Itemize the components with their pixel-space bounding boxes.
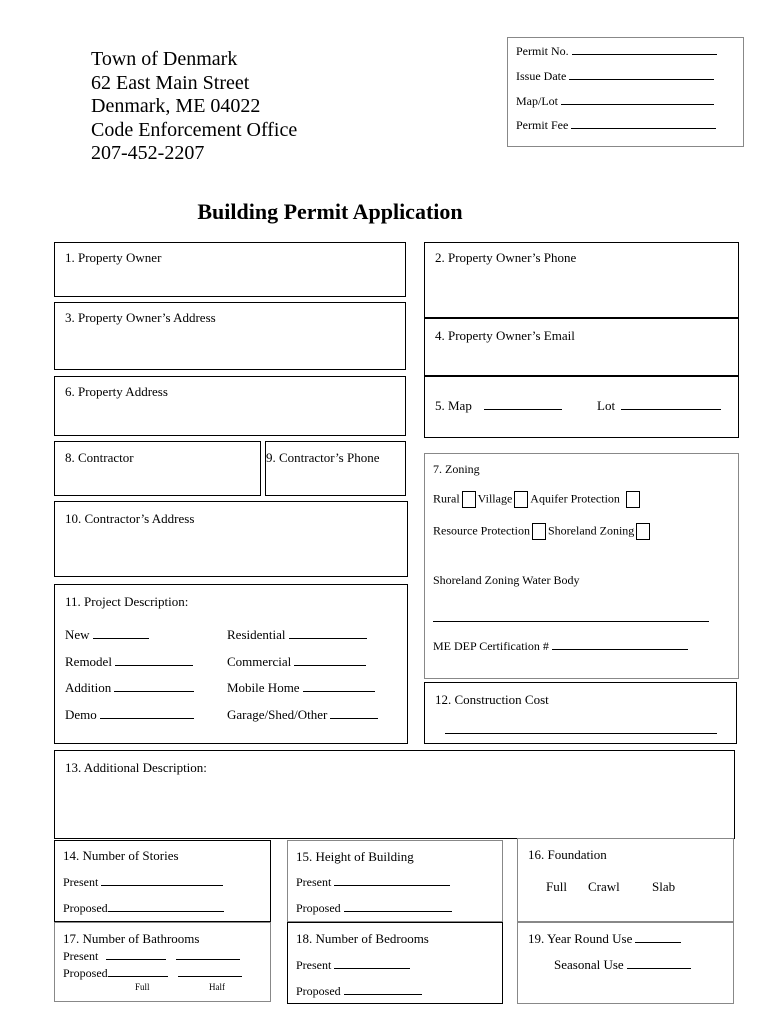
project-description-box <box>54 584 408 744</box>
bedrooms-title: 18. Number of Bedrooms <box>296 931 429 946</box>
stories-title: 14. Number of Stories <box>63 848 179 863</box>
village-checkbox[interactable] <box>514 491 528 508</box>
bedrooms-proposed-field[interactable] <box>344 993 422 995</box>
property-owner-label: 1. Property Owner <box>65 250 162 265</box>
permit-no-label: Permit No. <box>516 44 569 58</box>
remodel-label: Remodel <box>65 654 112 669</box>
property-owner-box[interactable] <box>54 242 406 297</box>
height-proposed-label: Proposed <box>296 901 341 915</box>
shoreland-label: Shoreland Zoning <box>547 523 635 538</box>
water-body-field[interactable] <box>433 621 709 622</box>
town-street: 62 East Main Street <box>91 71 250 94</box>
foundation-title: 16. Foundation <box>528 847 607 862</box>
foundation-crawl-option[interactable]: Crawl <box>588 879 620 894</box>
permit-fee-field[interactable] <box>571 127 716 129</box>
rural-checkbox[interactable] <box>462 491 476 508</box>
remodel-field[interactable] <box>115 664 193 666</box>
village-label: Village <box>477 491 513 506</box>
seasonal-field[interactable] <box>627 967 691 969</box>
height-present-field[interactable] <box>334 884 450 886</box>
stories-proposed-field[interactable] <box>108 910 224 912</box>
owner-email-box[interactable] <box>424 318 739 376</box>
garage-label: Garage/Shed/Other <box>227 707 328 722</box>
contractor-address-box[interactable] <box>54 501 408 577</box>
year-round-field[interactable] <box>635 941 681 943</box>
demo-label: Demo <box>65 707 97 722</box>
town-address-block <box>91 48 297 166</box>
bathrooms-present-full-field[interactable] <box>106 958 166 960</box>
seasonal-label: Seasonal Use <box>554 957 624 972</box>
bathrooms-proposed-label: Proposed <box>63 966 108 980</box>
shoreland-checkbox[interactable] <box>636 523 650 540</box>
bathrooms-title: 17. Number of Bathrooms <box>63 931 200 946</box>
bedrooms-proposed-label: Proposed <box>296 984 341 998</box>
garage-field[interactable] <box>330 717 378 719</box>
town-city: Denmark, ME 04022 <box>91 95 261 117</box>
issue-date-field[interactable] <box>569 78 714 80</box>
additional-description-box[interactable] <box>54 750 735 839</box>
contractor-address-label: 10. Contractor’s Address <box>65 511 195 526</box>
owner-address-box[interactable] <box>54 302 406 370</box>
issue-date-label: Issue Date <box>516 69 567 83</box>
commercial-field[interactable] <box>294 664 366 666</box>
form-title: Building Permit Application <box>197 199 463 224</box>
map-lot-label: Map/Lot <box>516 94 558 108</box>
bathrooms-proposed-full-field[interactable] <box>108 975 168 977</box>
stories-present-label: Present <box>63 875 99 889</box>
year-round-box <box>517 922 734 1004</box>
permit-fee-label: Permit Fee <box>516 118 569 132</box>
stories-present-field[interactable] <box>101 884 223 886</box>
commercial-label: Commercial <box>227 654 292 669</box>
addition-field[interactable] <box>114 690 194 692</box>
bathrooms-present-half-field[interactable] <box>176 958 240 960</box>
bathrooms-half-caption: Half <box>209 982 225 992</box>
mobile-home-field[interactable] <box>303 690 375 692</box>
town-name: Town of Denmark <box>91 48 238 70</box>
bathrooms-proposed-half-field[interactable] <box>178 975 242 977</box>
bedrooms-present-field[interactable] <box>334 967 410 969</box>
zoning-title: 7. Zoning <box>433 462 480 476</box>
map-field[interactable] <box>484 408 562 410</box>
permit-info-box <box>507 37 744 147</box>
year-round-label: 19. Year Round Use <box>528 931 633 946</box>
construction-cost-box <box>424 682 737 744</box>
property-address-label: 6. Property Address <box>65 384 168 399</box>
water-body-label: Shoreland Zoning Water Body <box>433 573 580 587</box>
zoning-box <box>424 453 739 679</box>
map-lot-field[interactable] <box>561 103 714 105</box>
bathrooms-full-caption: Full <box>135 982 150 992</box>
property-address-box[interactable] <box>54 376 406 436</box>
lot-field[interactable] <box>621 408 721 410</box>
dep-field[interactable] <box>552 648 688 650</box>
contractor-phone-box[interactable] <box>265 441 406 496</box>
foundation-box <box>517 838 734 922</box>
bedrooms-box <box>287 922 503 1004</box>
bathrooms-present-label: Present <box>63 949 99 963</box>
contractor-label: 8. Contractor <box>65 450 134 465</box>
additional-description-label: 13. Additional Description: <box>65 760 207 775</box>
aquifer-checkbox[interactable] <box>626 491 640 508</box>
foundation-slab-option[interactable]: Slab <box>652 879 676 894</box>
map-label: 5. Map <box>435 398 472 413</box>
resource-checkbox[interactable] <box>532 523 546 540</box>
contractor-box[interactable] <box>54 441 261 496</box>
height-present-label: Present <box>296 875 332 889</box>
construction-cost-label: 12. Construction Cost <box>435 692 549 707</box>
owner-phone-box[interactable] <box>424 242 739 318</box>
residential-field[interactable] <box>289 637 367 639</box>
owner-phone-label: 2. Property Owner’s Phone <box>435 250 577 265</box>
dep-label: ME DEP Certification # <box>433 639 549 653</box>
bedrooms-present-label: Present <box>296 958 332 972</box>
mobile-home-label: Mobile Home <box>227 680 300 695</box>
stories-proposed-label: Proposed <box>63 901 108 915</box>
lot-label: Lot <box>597 398 616 413</box>
foundation-full-option[interactable]: Full <box>546 879 567 894</box>
addition-label: Addition <box>65 680 112 695</box>
height-title: 15. Height of Building <box>296 849 414 864</box>
new-field[interactable] <box>93 637 149 639</box>
bathrooms-box <box>54 922 271 1002</box>
town-office: Code Enforcement Office <box>91 118 298 141</box>
aquifer-label: Aquifer Protection <box>530 491 620 506</box>
construction-cost-field[interactable] <box>445 733 717 734</box>
demo-field[interactable] <box>100 717 194 719</box>
height-proposed-field[interactable] <box>344 910 452 912</box>
map-lot-box <box>424 376 739 438</box>
resource-label: Resource Protection <box>433 523 530 538</box>
residential-label: Residential <box>227 627 286 642</box>
owner-email-label: 4. Property Owner’s Email <box>435 328 575 343</box>
rural-label: Rural <box>433 491 460 506</box>
height-box <box>287 840 503 922</box>
project-description-label: 11. Project Description: <box>65 594 189 609</box>
town-phone: 207-452-2207 <box>91 142 205 164</box>
contractor-phone-label: 9. Contractor’s Phone <box>266 450 380 465</box>
permit-no-field[interactable] <box>572 53 717 55</box>
stories-box <box>54 840 271 922</box>
new-label: New <box>65 627 90 642</box>
owner-address-label: 3. Property Owner’s Address <box>65 310 216 325</box>
